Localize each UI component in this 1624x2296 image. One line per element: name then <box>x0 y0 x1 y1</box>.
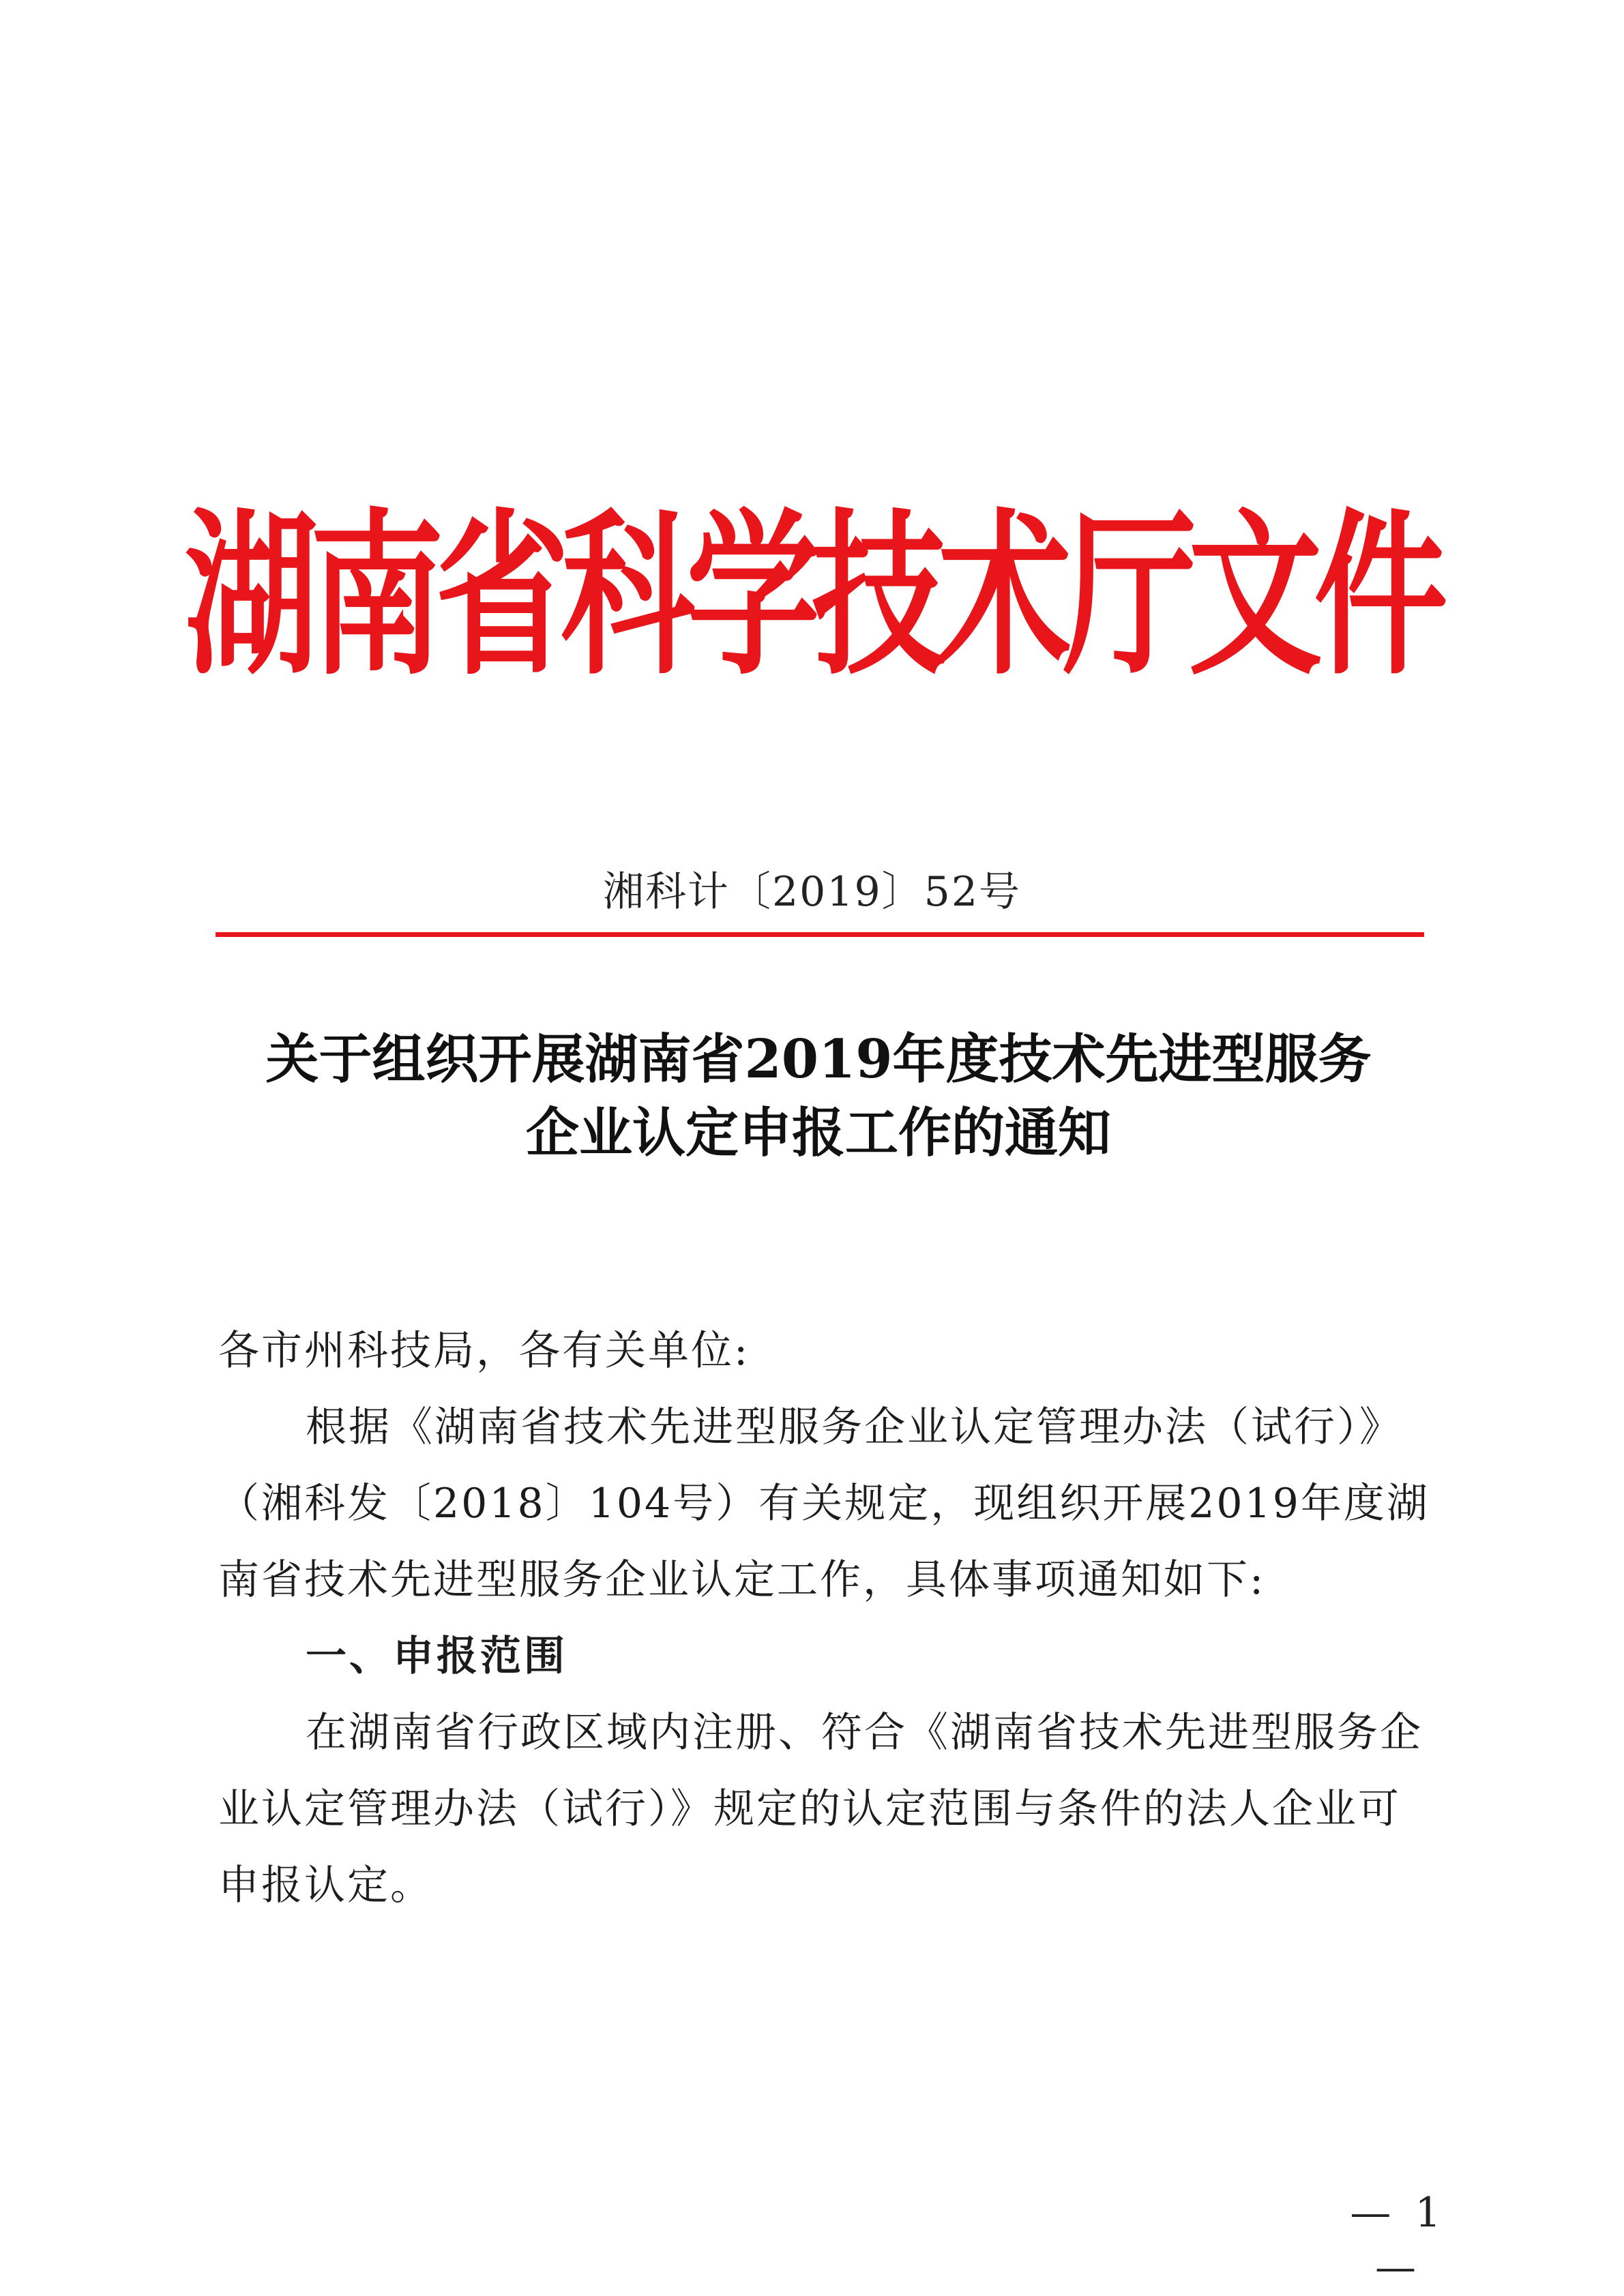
paragraph-1-line-2: （湘科发〔2018〕104号）有关规定，现组织开展2019年度湖 <box>218 1480 1430 1527</box>
paragraph-2-line-3: 申报认定。 <box>218 1862 433 1909</box>
section-heading-1-text: 一、申报范围 <box>306 1632 567 1680</box>
title-line-2: 企业认定申报工作的通知 <box>525 1102 1111 1164</box>
paragraph-1 <box>218 1389 1432 1618</box>
masthead-title <box>0 494 1624 700</box>
paragraph-2-line-2: 业认定管理办法（试行）》规定的认定范围与条件的法人企业可 <box>218 1785 1401 1833</box>
document-title <box>205 1023 1432 1170</box>
section-heading-1 <box>218 1618 1432 1695</box>
paragraph-1-line-1: 根据《湖南省技术先进型服务企业认定管理办法（试行）》 <box>306 1403 1402 1451</box>
paragraph-2-line-1: 在湖南省行政区域内注册、符合《湖南省技术先进型服务企 <box>306 1709 1423 1757</box>
title-line-1: 关于组织开展湖南省2019年度技术先进型服务 <box>265 1028 1372 1090</box>
masthead-text: 湖南省科学技术厅文件 <box>184 494 1440 700</box>
paragraph-2 <box>218 1695 1432 1924</box>
document-number: 湘科计〔2019〕52号 <box>602 868 1022 916</box>
paragraph-1-line-3: 南省技术先进型服务企业认定工作，具体事项通知如下: <box>218 1556 1266 1604</box>
salutation: 各市州科技局，各有关单位: <box>218 1327 750 1375</box>
red-divider-line <box>216 932 1424 937</box>
page-number: — 1 — <box>1350 2189 1447 2291</box>
